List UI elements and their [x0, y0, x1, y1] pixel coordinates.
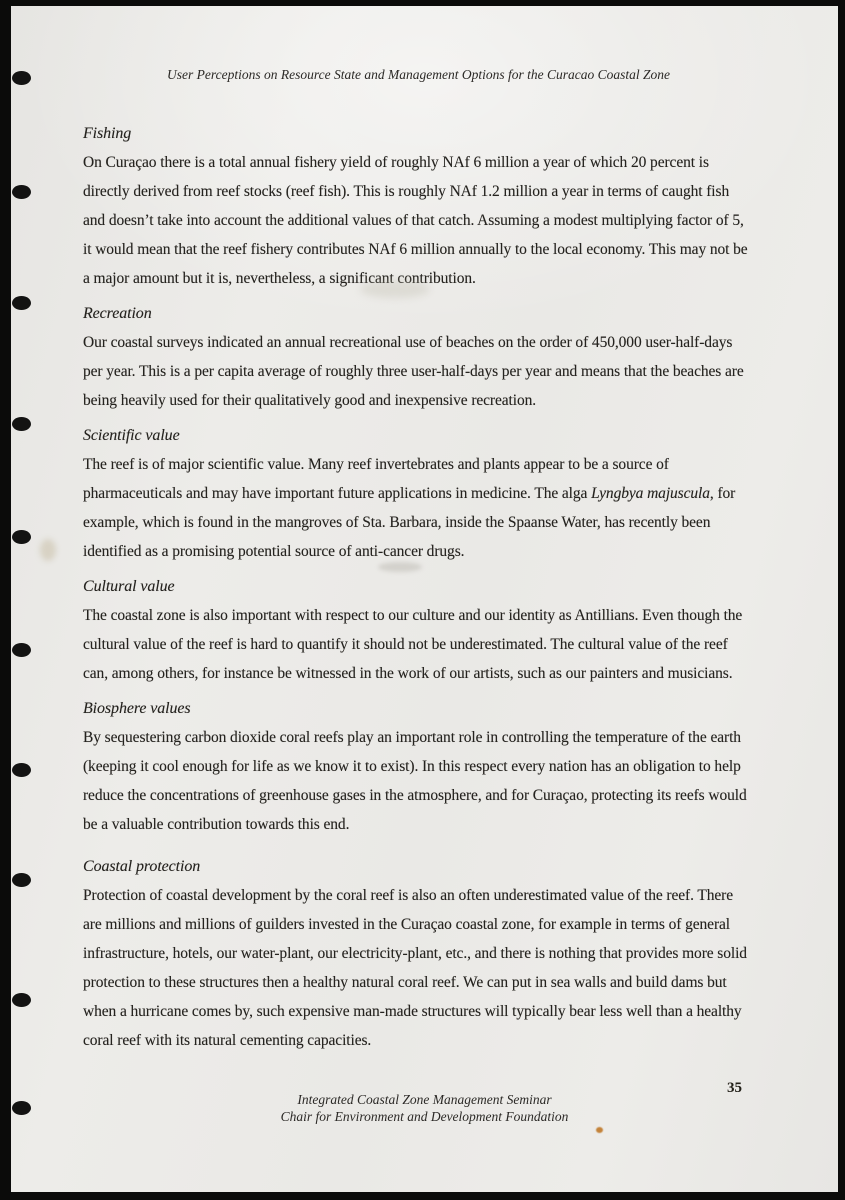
binder-hole [12, 71, 31, 85]
paper-sheet [11, 6, 838, 1192]
section-heading-recreation: Recreation [83, 305, 152, 322]
section-paragraph-cultural-value: The coastal zone is also important with respect to our culture and our identity as Antillians. Even though the cultural value of the reef is hard to quantify it should not be underestimated. The cultural value of the reef can, among others, for instance be witnessed in the work of our artists, such as our painters and musicians. [83, 607, 743, 682]
binder-hole [12, 530, 31, 544]
paragraph-text-after: , for example, which is found in the mangroves of Sta. Barbara, inside the Spaanse Water, has recently been identified as a promising potential source of anti-cancer drugs. [83, 485, 736, 560]
section-heading-cultural-value: Cultural value [83, 578, 175, 595]
binder-hole [12, 643, 31, 657]
section-paragraph-recreation: Our coastal surveys indicated an annual recreational use of beaches on the order of 450,000 user-half-days per year. This is a per capita average of roughly three user-half-days per year and means that the beaches are being heavily used for their qualitatively good and inexpensive recreation. [83, 334, 744, 409]
page-number: 35 [727, 1080, 742, 1096]
binder-hole [12, 993, 31, 1007]
page-footer [11, 1091, 838, 1125]
section-scientific-value [83, 421, 754, 566]
section-fishing [83, 119, 754, 293]
binder-hole [12, 1101, 31, 1115]
scan-stain-dot [596, 1127, 603, 1133]
section-paragraph-coastal-protection: Protection of coastal development by the coral reef is also an often underestimated value of the reef. There are millions and millions of guilders invested in the Curaçao coastal zone, for example in terms of general infrastructure, hotels, our water-plant, our electricity-plant, etc., and there is nothing that provides more solid protection to these structures then a healthy natural coral reef. We can put in sea walls and build dams but when a hurricane comes by, such expensive man-made structures will typically bear less well than a healthy coral reef with its natural cementing capacities. [83, 887, 747, 1049]
binder-hole [12, 417, 31, 431]
species-name-italic: Lyngbya majuscula [591, 485, 710, 502]
section-heading-fishing: Fishing [83, 125, 132, 142]
section-heading-scientific-value: Scientific value [83, 427, 180, 444]
binder-hole [12, 296, 31, 310]
section-recreation [83, 299, 754, 415]
scan-smudge [40, 539, 56, 561]
binder-hole [12, 873, 31, 887]
section-heading-coastal-protection: Coastal protection [83, 858, 201, 875]
section-paragraph-fishing: On Curaçao there is a total annual fishery yield of roughly NAf 6 million a year of which 20 percent is directly derived from reef stocks (reef fish). This is roughly NAf 1.2 million a year in terms of caught fish and doesn’t take into account the additional values of that catch. Assuming a modest multiplying factor of 5, it would mean that the reef fishery contributes NAf 6 million annually to the local economy. This may not be a major amount but it is, nevertheless, a significant contribution. [83, 154, 748, 287]
footer-foundation-line: Chair for Environment and Development Foundation [280, 1109, 569, 1124]
paragraph-text-before: The reef is of major scientific value. Many reef invertebrates and plants appear to be a source of pharmaceuticals and may have important future applications in medicine. The alga [83, 456, 669, 502]
binder-hole [12, 185, 31, 199]
section-cultural-value [83, 572, 754, 688]
section-paragraph-scientific-value [83, 450, 754, 566]
binder-hole [12, 763, 31, 777]
footer-seminar-line: Integrated Coastal Zone Management Seminar [297, 1092, 552, 1107]
section-coastal-protection [83, 852, 754, 1055]
section-paragraph-biosphere-values: By sequestering carbon dioxide coral reefs play an important role in controlling the temperature of the earth (keeping it cool enough for life as we know it to exist). In this respect every nation has an obligation to help reduce the concentrations of greenhouse gases in the atmosphere, and for Curaçao, protecting its reefs would be a valuable contribution towards this end. [83, 729, 747, 833]
running-header: User Perceptions on Resource State and Management Options for the Curacao Coastal Zone [167, 67, 670, 82]
document-body [83, 119, 754, 1055]
section-biosphere-values [83, 694, 754, 839]
section-heading-biosphere-values: Biosphere values [83, 700, 191, 717]
